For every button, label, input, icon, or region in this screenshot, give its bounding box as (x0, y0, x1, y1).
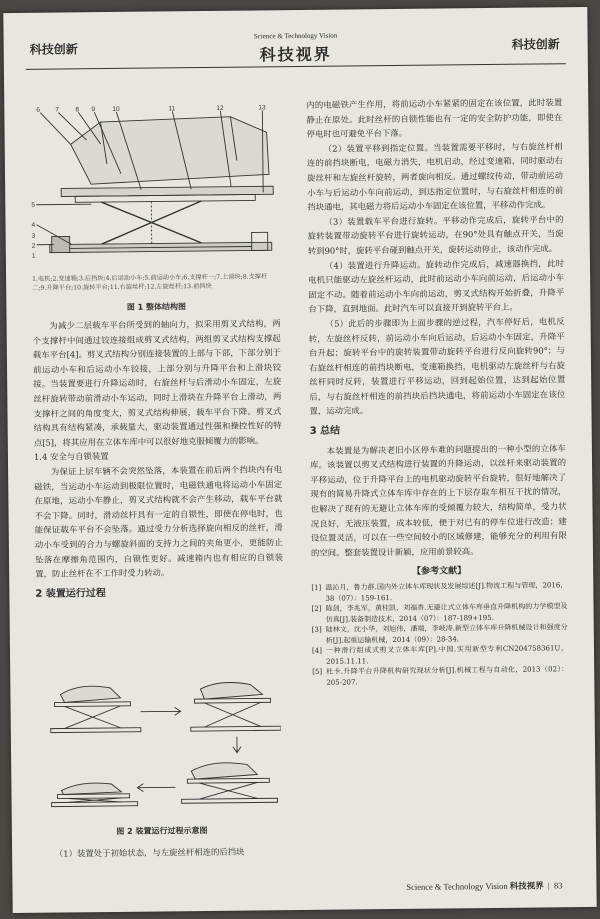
paragraph: 本装置是为解决老旧小区停车难的问题提出的一种小型的立体车库。该装置以剪叉式结构进行装置的升降运动，以丝杆来驱动装置的平移运动，位于升降平台上的电机驱动旋转平台旋转，很好地解决了现有的简易升降式立体车库中存在的上下层存取车相互干扰的情况，也解决了现有的无避让立体车库的受倾覆力较大，结构简单，受力状况良好，无液压装置，成本较低，便于对已有的停车位进行改造；建设位置灵活，可以在一些空间较小的区域修建，能够充分的利用有限的空间。整套装置设计新颖，应用前景较高。 (310, 442, 567, 558)
journal-page (3, 7, 596, 913)
footer-journal-en: Science & Technology Vision (406, 880, 508, 892)
left-column (33, 316, 284, 606)
reference-item: [2] 陈剑，李兆军，黄桂凯，刘福香.无避让式立体车库垂直升降机构的力学模型及仿真[J].装备制造技术，2014（07）：187-189+195. (311, 602, 568, 624)
section-heading: 3 总结 (309, 425, 341, 437)
figure1-number-label: 4 (31, 221, 36, 229)
left-column-tail (38, 844, 286, 861)
figure1-number-label: 1 (31, 252, 36, 260)
paragraph: （5）此后的步骤即为上面步骤的逆过程，汽车停好后，电机反转，左旋丝杆反转，前运动小车向后运动，后运动小车固定，升降平台升起；旋转平台中的旋转装置带动旋转平台进行反向旋转90°；与右旋丝杆相连的前挡块断电，变速箱换挡，电机驱动左旋丝杆与右旋丝杆同时反转，装置进行平移运动，回到起始位置，达到起始位置后，与右旋丝杆相连的前挡块后挡块通电，将前运动小车固定在该位置，运动完成。 (308, 316, 566, 417)
figure2-process-drawing (40, 674, 282, 823)
journal-name-en: Science & Technology Vision (253, 31, 338, 41)
figure1-number-label: 3 (31, 232, 36, 240)
header-left-logo: 科技创新 (29, 42, 78, 57)
page-number: 83 (553, 880, 563, 891)
right-column (306, 95, 568, 688)
header-right-logo: 科技创新 (511, 37, 560, 52)
paragraph: （2）装置平移到指定位置。当装置需要平移时，与右旋丝杆相连的前挡块断电，电磁力消失，电机启动，经过变速箱，同时驱动右旋丝杆和左旋丝杆旋转，两者旋向相反。通过螺纹传动，带动前运动小车与后运动小车向前运动，到达指定位置时，与右旋丝杆相连的前挡块通电，其电磁力将后运动小车固定在该位置，平移动作完成。 (306, 141, 564, 213)
reference-item: [4] 一种滑行组成式剪叉立体车库[P].中国.实用新型专利CN204758361U，2015.11.11. (311, 644, 569, 666)
paragraph: （3）装置载车平台进行旋转。平移动作完成后，旋转平台中的旋转装置带动旋转平台进行旋转运动，在90°处具有触点开关，当旋转到90°时，旋转平台碰到触点开关，旋转运动停止，该动作完成。 (307, 213, 564, 256)
figure1-number-label: 7 (55, 106, 59, 114)
page-footer: Science & Technology Vision 科技视界 | 83 (406, 880, 563, 892)
reference-item: [5] 杜卡.升降平台升降机构研究现状分析[J].机械工程与自动化，2013（02）：205-207. (312, 665, 569, 687)
figure1-number-label: 11 (168, 105, 176, 113)
figure1-number-label: 5 (31, 201, 35, 209)
reference-item: [1] 温沁月，鲁力群.国内外立体车库现状及发展综述[J].物流工程与管理，2016，38（07）：159-161. (311, 581, 568, 603)
reference-item: [3] 陆林文，沈小华，刘旭伟，潘端，李岐涛.新型立体车库升降机械设计和强度分析[J].起重运输机械，2014（09）：28-34. (311, 623, 568, 645)
subsection-heading: 1.4 安全与自锁装置 (33, 451, 109, 463)
paragraph: 为保证上层车辆不会突然坠落，本装置在前后两个挡块内有电磁铁，当运动小车运动到极限位置时，电磁铁通电将运动小车固定在原地，运动小车静止，剪叉式结构就不会产生移动，载车平台就不会下降。同时，滑动丝杆具有一定的自锁性，即使在停电时，也能保证载车平台不会坠落。通过受力分析选择旋向相反的丝杆，滑动小车受到的合力与螺旋斜面的支持力之间的夹角更小，更能防止坠落在摩擦角范围内，自锁性更好。减速箱内也有相应的自锁装置，防止丝杆在不工作时受力转动。 (34, 464, 284, 579)
paragraph: （1）装置处于初始状态，与左旋丝杆相连的后挡块 (54, 846, 245, 859)
figure1-number-label: 2 (31, 242, 36, 250)
figure1-number-label: 9 (91, 106, 95, 114)
paragraph: 内的电磁铁产生作用，将前运动小车紧紧的固定在该位置，此时装置静止在原处。此时丝杆的自锁性能也有一定的安全防护功能，即使在停电时也可避免平台下落。 (306, 97, 563, 140)
figure1-number-label: 10 (112, 105, 120, 113)
journal-name-cn: 科技视界 (259, 44, 332, 65)
footer-journal-cn: 科技视界 (509, 881, 544, 892)
figure2-caption: 图 2 装置运行过程示意图 (116, 825, 208, 836)
figure1-legend: 1.电机;2.变速箱;3.后挡块;4.后运动小车;5.前运动小车;6.支撑杆一;7.上滑块;8.支撑杆二;9.升降平台;10.旋转平台;11.右旋丝杆;12.左旋丝杆;13.前挡块 (32, 273, 268, 292)
paragraph: （4）装置进行升降运动。旋转动作完成后，减速器换挡，此时电机只能驱动左旋丝杆运动，此时前运动小车向前运动，后运动小车固定不动。随着前运动小车向前运动，剪叉式结构开始折叠，升降平台下降，直到地面。此时汽车可以直接开到旋转平台上。 (308, 257, 565, 315)
paragraph: 为减少二层载车平台所受到的轴向力，拟采用剪叉式结构，两个支撑杆中间通过铰连接组成剪叉式结构，两组剪叉式结构支撑起载车平台[4]。剪叉式结构分别连接装置的上部与下部，下部分别于前运动小车和后运动小车铰接，上部分别与升降平台和上滑块铰接。当装置要进行升降运动时，右旋丝杆与后滑动小车固定，左旋丝杆旋转带动前滑动小车运动，同时上滑块在升降平台上滑动，两支撑杆之间的角度变大，剪叉式结构伸展，载车平台下降。剪叉式结构具有结构紧凑，承载量大，驱动装置通过性强和操控性好的特点[5]，将其应用在立体车库中可以很好地克服倾覆力的影响。 (32, 318, 282, 448)
figure1-number-label: 13 (258, 104, 266, 112)
figure1-number-label: 12 (216, 104, 224, 112)
references-title: 【参考文献】 (412, 566, 467, 578)
figure1-number-label: 8 (75, 106, 79, 114)
figure1-number-label: 6 (36, 106, 40, 114)
figure1-caption: 图 1 整体结构图 (126, 302, 186, 312)
figure1-structure-drawing (30, 102, 280, 277)
section-heading: 2 装置运行过程 (35, 587, 106, 600)
